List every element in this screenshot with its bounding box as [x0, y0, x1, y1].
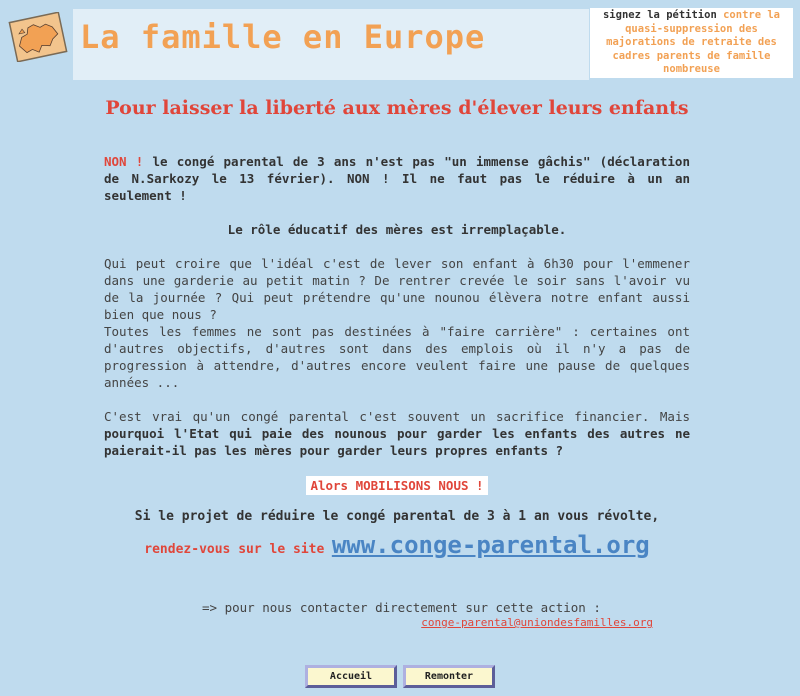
petition-text[interactable]: contre la quasi-suppression des majorations de retraite des cadres parents de famille nombreuse	[606, 9, 781, 76]
petition-banner[interactable]	[590, 8, 793, 78]
paragraph-question: Qui peut croire que l'idéal c'est de lever son enfant à 6h30 pour l'emmener dans une garderie au petit matin ? De rentrer crevée le soir sans l'avoir vu de la journée ? Qui peut prétendre qu'une nounou élèvera notre enfant aussi bien que nous ?	[104, 256, 690, 322]
contact-block	[150, 600, 653, 630]
financial-plain: C'est vrai qu'un congé parental c'est souvent un sacrifice financier. Mais	[104, 409, 690, 424]
non-emphasis: NON !	[104, 154, 144, 169]
paragraph-financial	[104, 408, 690, 459]
site-title: La famille en Europe	[80, 18, 486, 56]
petition-lead[interactable]: signez la pétition	[602, 9, 717, 21]
project-statement: Si le projet de réduire le congé parental de 3 à 1 an vous révolte,	[134, 509, 660, 524]
paragraph-role: Le rôle éducatif des mères est irremplaçable.	[227, 222, 567, 237]
article-body	[104, 153, 690, 566]
home-button[interactable]: Accueil	[305, 665, 397, 688]
financial-bold: pourquoi l'Etat qui paie des nounous pour garder les enfants des autres ne paierait-il pas les mères pour garder leurs propres enfants ?	[104, 426, 690, 458]
contact-email-link[interactable]: conge-parental@uniondesfamilles.org	[421, 616, 653, 629]
contact-text: => pour nous contacter directement sur cette action :	[202, 600, 601, 615]
site-link[interactable]: www.conge-parental.org	[331, 531, 650, 559]
paragraph-non	[104, 153, 690, 204]
mobilize-banner: Alors MOBILISONS NOUS !	[306, 476, 487, 495]
rdv-line	[104, 529, 690, 566]
rdv-text: rendez-vous sur le site	[144, 542, 325, 557]
europe-map-icon[interactable]	[8, 12, 68, 62]
back-to-top-button[interactable]: Remonter	[403, 665, 495, 688]
page-heading: Pour laisser la liberté aux mères d'élever leurs enfants	[105, 97, 689, 119]
mobilize-wrap	[104, 476, 690, 495]
non-statement: le congé parental de 3 ans n'est pas "un immense gâchis" (déclaration de N.Sarkozy le 13 février). NON ! Il ne faut pas le réduire à un an seulement !	[104, 154, 690, 203]
paragraph-career: Toutes les femmes ne sont pas destinées à "faire carrière" : certaines ont d'autres objectifs, d'autres sont dans des emplois où il n'y a pas de progression à attendre, d'autres encore veulent faire une pause de quelques années ...	[104, 324, 690, 390]
